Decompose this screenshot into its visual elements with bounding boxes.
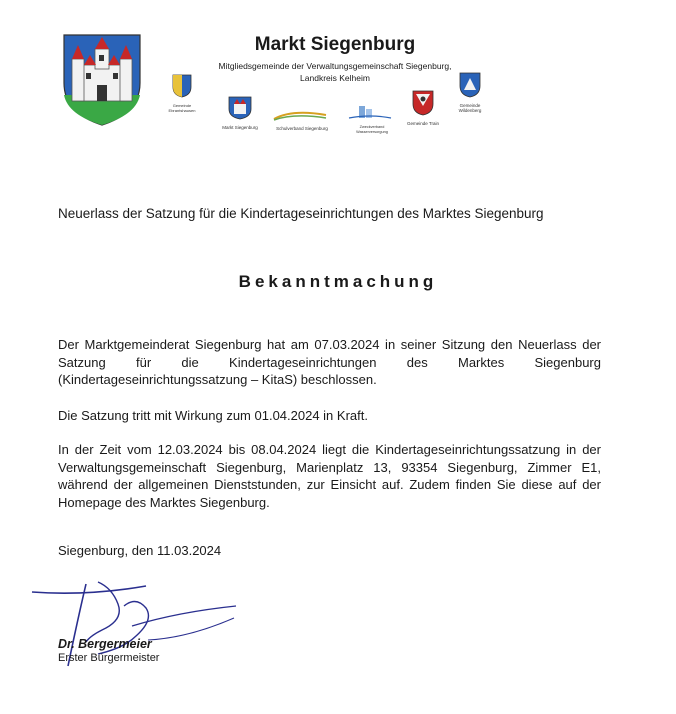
emblem-zweckverband [345, 104, 399, 135]
signer-name: Dr. Bergermeier [58, 637, 152, 651]
emblem-label: Gemeinde Train [406, 121, 440, 126]
org-subtitle-line2: Landkreis Kelheim [300, 73, 370, 83]
document-heading: Bekanntmachung [238, 272, 438, 291]
emblem-siegenburg [222, 96, 260, 130]
org-title: Markt Siegenburg [254, 34, 416, 55]
train-coat-icon [412, 90, 434, 116]
emblem-label: Gemeinde Ebrantshausen [168, 103, 196, 113]
ebrantshausen-coat-icon [172, 74, 192, 98]
emblem-label: Zweckverband Wasserversorgung [356, 125, 388, 134]
emblem-label: Markt Siegenburg [222, 125, 258, 130]
emblem-train [406, 90, 443, 126]
org-subtitle [200, 60, 470, 84]
wildenberg-coat-icon [459, 72, 481, 98]
emblem-ebrantshausen [168, 74, 202, 113]
org-subtitle-line1: Mitgliedsgemeinde der Verwaltungsgemeinschaft Siegenburg, [218, 61, 452, 71]
place-and-date: Siegenburg, den 11.03.2024 [58, 543, 222, 558]
main-coat-of-arms [62, 33, 142, 127]
water-logo-icon [345, 104, 395, 120]
emblem-label: Schulverband Siegenburg [276, 126, 328, 131]
school-logo-icon [272, 109, 328, 121]
signer-title: Erster Bürgermeister [58, 652, 160, 664]
document-subject: Neuerlass der Satzung für die Kindertageseinrichtungen des Marktes Siegenburg [58, 206, 544, 221]
paragraph-effective-date: Die Satzung tritt mit Wirkung zum 01.04.2024 in Kraft. [58, 408, 368, 423]
emblem-schulverband [272, 108, 332, 131]
paragraph-resolution: Der Marktgemeinderat Siegenburg hat am 07.03.2024 in seiner Sitzung den Neuerlass der Satzung für die Kindertageseinrichtungen des Marktes Siegenburg (Kindertageseinrichtungssatzung – KitaS) beschlossen. [58, 337, 601, 387]
emblem-wildenberg [459, 72, 490, 113]
emblem-label: Gemeinde Wildenberg [458, 103, 482, 113]
paragraph-inspection: In der Zeit vom 12.03.2024 bis 08.04.2024 liegt die Kindertageseinrichtungssatzung in der Verwaltungsgemeinschaft Siegenburg, Marienplatz 13, 93354 Siegenburg, Zimmer E1, während der allgemeinen Dienststunden, zur Einsicht auf. Zudem finden Sie diese auf der Homepage des Marktes Siegenburg. [58, 442, 601, 510]
siegenburg-small-coat-icon [228, 96, 252, 120]
